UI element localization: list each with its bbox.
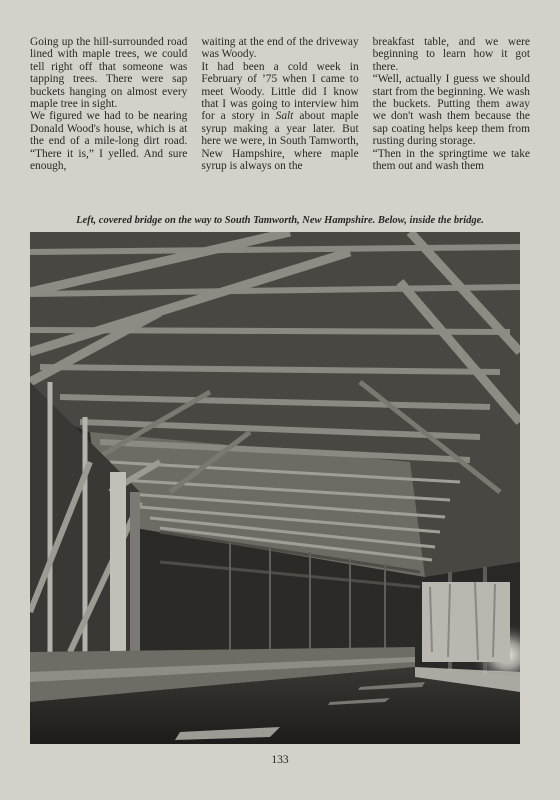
paragraph	[201, 61, 358, 173]
text-run: about maple syrup making a year later. But here we were, in South Tamworth, New Hampshire, where maple syrup is always on the	[201, 110, 359, 173]
column-3	[373, 36, 530, 172]
text-run: It had been a cold week in February of ’75 when I came to meet Woody. Little did I know that I was going to interview him for a story in	[201, 60, 359, 123]
column-2	[201, 36, 358, 172]
paragraph: Going up the hill-surrounded road lined with maple trees, we could tell right off that someone was tapping trees. There were sap buckets hanging on almost every maple tree in sight.	[30, 36, 188, 111]
paragraph: We figured we had to be nearing Donald Wood's house, which is at the end of a mile-long dirt road. “There it is,” I yelled. And sure enough,	[30, 110, 188, 173]
publication-name: Salt	[275, 110, 294, 123]
column-1	[30, 36, 187, 172]
paragraph: waiting at the end of the driveway was Woody.	[201, 36, 359, 61]
paragraph: “Then in the springtime we take them out and wash them	[372, 147, 530, 173]
article-columns	[30, 36, 530, 172]
paragraph: “Well, actually I guess we should start from the beginning. We wash the buckets. Putting them away we don't wash them because the sap coating helps keep them from rusting during storage.	[372, 73, 530, 148]
paragraph: breakfast table, and we were beginning to learn how it got there.	[372, 36, 530, 73]
page-number: 133	[271, 754, 289, 766]
covered-bridge-photo	[30, 232, 520, 744]
photo-caption: Left, covered bridge on the way to South Tamworth, New Hampshire. Below, inside the bridge.	[76, 215, 484, 226]
